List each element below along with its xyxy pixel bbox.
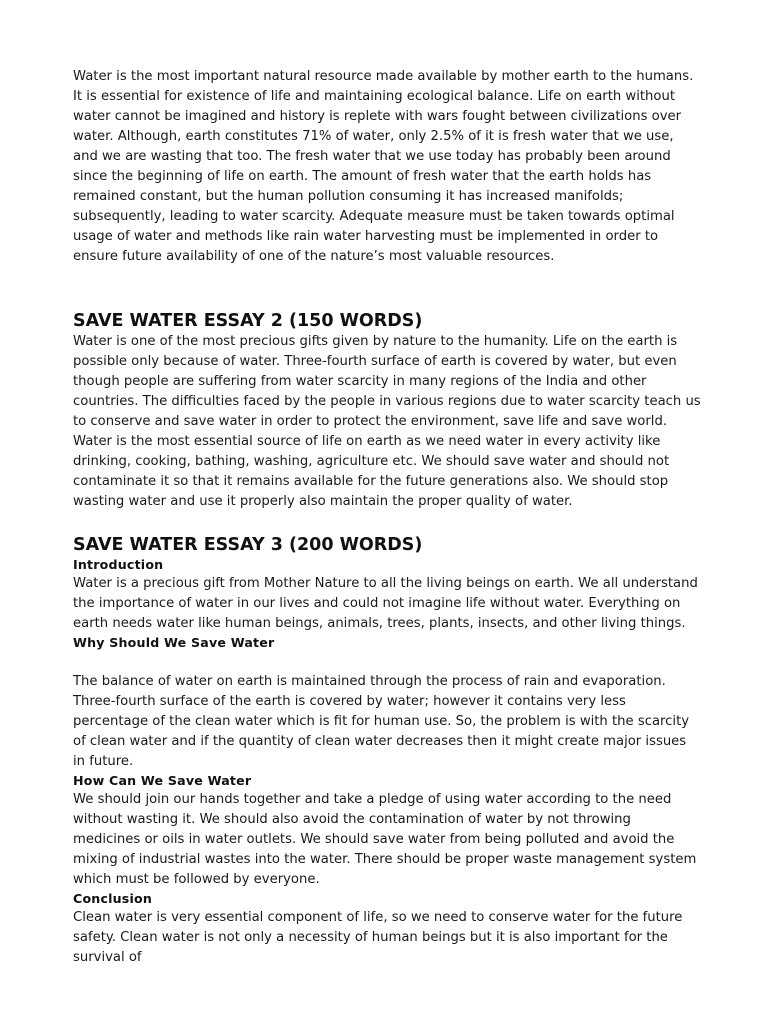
- conclusion-heading: Conclusion: [73, 891, 153, 906]
- essay2-heading: SAVE WATER ESSAY 2 (150 WORDS): [73, 311, 423, 331]
- essay1-paragraph: Water is the most important natural resource made available by mother earth to the humans. It is essential for existence of life and maintaining ecological balance. Life on earth without water cannot be imagined and history is replete with wars fought between civilizations over water. Although, earth constitutes 71% of water, only 2.5% of it is fresh water that we use, and we are wasting that too. The fresh water that we use today has probably been around since the beginning of life on earth. The amount of fresh water that the earth holds has remained constant, but the human pollution consuming it has increased manifolds; subsequently, leading to water scarcity. Adequate measure must be taken towards optimal usage of water and methods like rain water harvesting must be implemented in order to ensure future availability of one of the nature’s most valuable resources.: [73, 69, 694, 264]
- introduction-paragraph: Water is a precious gift from Mother Nature to all the living beings on earth. We all understand the importance of water in our lives and could not imagine life without water. Everything on earth needs water like human beings, animals, trees, plants, insects, and other living things.: [73, 576, 698, 631]
- how-save-water-paragraph: We should join our hands together and take a pledge of using water according to the need without wasting it. We should also avoid the contamination of water by not throwing medicines or oils in water outlets. We should save water from being polluted and avoid the mixing of industrial wastes into the water. There should be proper waste management system which must be followed by everyone.: [73, 792, 697, 887]
- conclusion-paragraph: Clean water is very essential component of life, so we need to conserve water for the future safety. Clean water is not only a necessity of human beings but it is also important for the survival of: [73, 910, 683, 965]
- essay2-paragraph-1: Water is one of the most precious gifts given by nature to the humanity. Life on the earth is possible only because of water. Three-fourth surface of earth is covered by water, but even though people are suffering from water scarcity in many regions of the India and other countries. The difficulties faced by the people in various regions due to water scarcity teach us to conserve and save water in order to protect the environment, save life and save world.: [73, 334, 701, 429]
- why-save-water-paragraph: The balance of water on earth is maintained through the process of rain and evaporation. Three-fourth surface of the earth is covered by water; however it contains very less percentage of the clean water which is fit for human use. So, the problem is with the scarcity of clean water and if the quantity of clean water decreases then it might create major issues in future.: [73, 674, 690, 769]
- essay3-heading: SAVE WATER ESSAY 3 (200 WORDS): [73, 535, 423, 555]
- document-page: [73, 67, 701, 968]
- essay2-paragraph-2: Water is the most essential source of life on earth as we need water in every activity like drinking, cooking, bathing, washing, agriculture etc. We should save water and should not contaminate it so that it remains available for the future generations also. We should stop wasting water and use it properly also maintain the proper quality of water.: [73, 434, 670, 509]
- introduction-heading: Introduction: [73, 557, 164, 572]
- why-save-water-heading: Why Should We Save Water: [73, 635, 275, 650]
- how-save-water-heading: How Can We Save Water: [73, 773, 252, 788]
